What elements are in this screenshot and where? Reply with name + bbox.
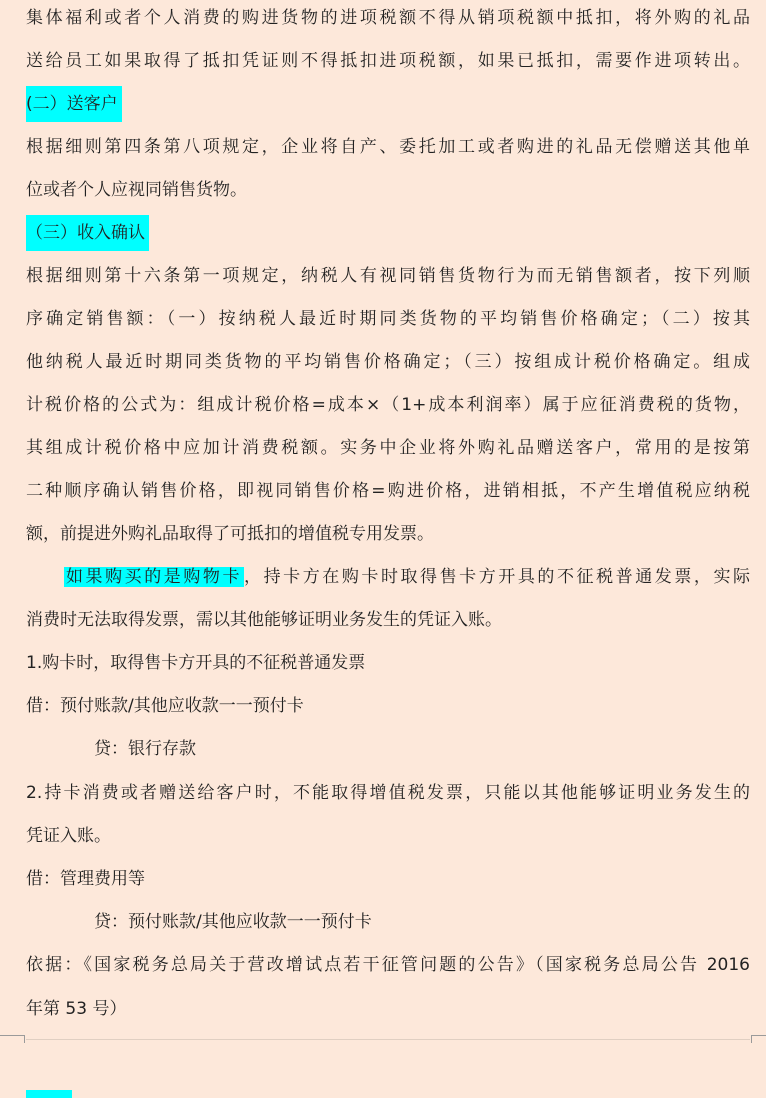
citation-line: 依据：《国家税务总局关于营改增试点若干征管问题的公告》（国家税务总局公告 2016 — [26, 955, 750, 975]
body-text-line: 序确定销售额：（一）按纳税人最近时期同类货物的平均销售价格确定；（二）按其 — [26, 309, 750, 329]
body-text-span: ，持卡方在购卡时取得售卡方开具的不征税普通发票，实际 — [244, 567, 750, 587]
body-text-line: 位或者个人应视同销售货物。 — [26, 180, 247, 200]
journal-entry-credit: 贷：银行存款 — [94, 739, 196, 759]
next-page-highlight — [26, 1090, 72, 1098]
body-text-line: 他纳税人最近时期同类货物的平均销售价格确定；（三）按组成计税价格确定。组成 — [26, 352, 750, 372]
citation-line: 年第 53 号） — [26, 999, 127, 1019]
body-text-line: 根据细则第四条第八项规定，企业将自产、委托加工或者购进的礼品无偿赠送其他单 — [26, 137, 750, 157]
list-item: 1.购卡时，取得售卡方开具的不征税普通发票 — [26, 653, 366, 673]
body-text-line: 额，前提进外购礼品取得了可抵扣的增值税专用发票。 — [26, 524, 434, 544]
list-item: 2.持卡消费或者赠送给客户时，不能取得增值税发票，只能以其他能够证明业务发生的 — [26, 783, 750, 803]
page-corner-mark-right — [751, 1035, 766, 1043]
highlighted-heading-text: （三）收入确认 — [26, 215, 149, 251]
journal-entry-debit: 借：管理费用等 — [26, 869, 145, 889]
section-heading — [26, 215, 750, 251]
body-text-line: 凭证入账。 — [26, 826, 111, 846]
body-text-line: 计税价格的公式为：组成计税价格=成本×（1+成本利润率）属于应征消费税的货物， — [26, 395, 750, 415]
body-text-line: 集体福利或者个人消费的购进货物的进项税额不得从销项税额中抵扣，将外购的礼品 — [26, 8, 750, 28]
body-text-line: 二种顺序确认销售价格，即视同销售价格=购进价格，进销相抵，不产生增值税应纳税 — [26, 481, 750, 501]
section-heading — [26, 86, 750, 122]
highlighted-heading-text: (二）送客户 — [26, 86, 122, 122]
page-break — [0, 1035, 766, 1049]
body-text-line — [64, 559, 750, 595]
body-text-line: 消费时无法取得发票，需以其他能够证明业务发生的凭证入账。 — [26, 610, 502, 630]
highlighted-text: 如果购买的是购物卡 — [66, 567, 243, 587]
journal-entry-debit: 借：预付账款/其他应收款一一预付卡 — [26, 696, 304, 716]
body-text-line: 根据细则第十六条第一项规定，纳税人有视同销售货物行为而无销售额者，按下列顺 — [26, 266, 750, 286]
body-text-line: 其组成计税价格中应加计消费税额。实务中企业将外购礼品赠送客户，常用的是按第 — [26, 438, 750, 458]
page-break-rule — [26, 1039, 750, 1040]
body-text-line: 送给员工如果取得了抵扣凭证则不得抵扣进项税额，如果已抵扣，需要作进项转出。 — [26, 51, 750, 71]
journal-entry-credit: 贷：预付账款/其他应收款一一预付卡 — [94, 912, 372, 932]
page-corner-mark-left — [0, 1035, 25, 1043]
